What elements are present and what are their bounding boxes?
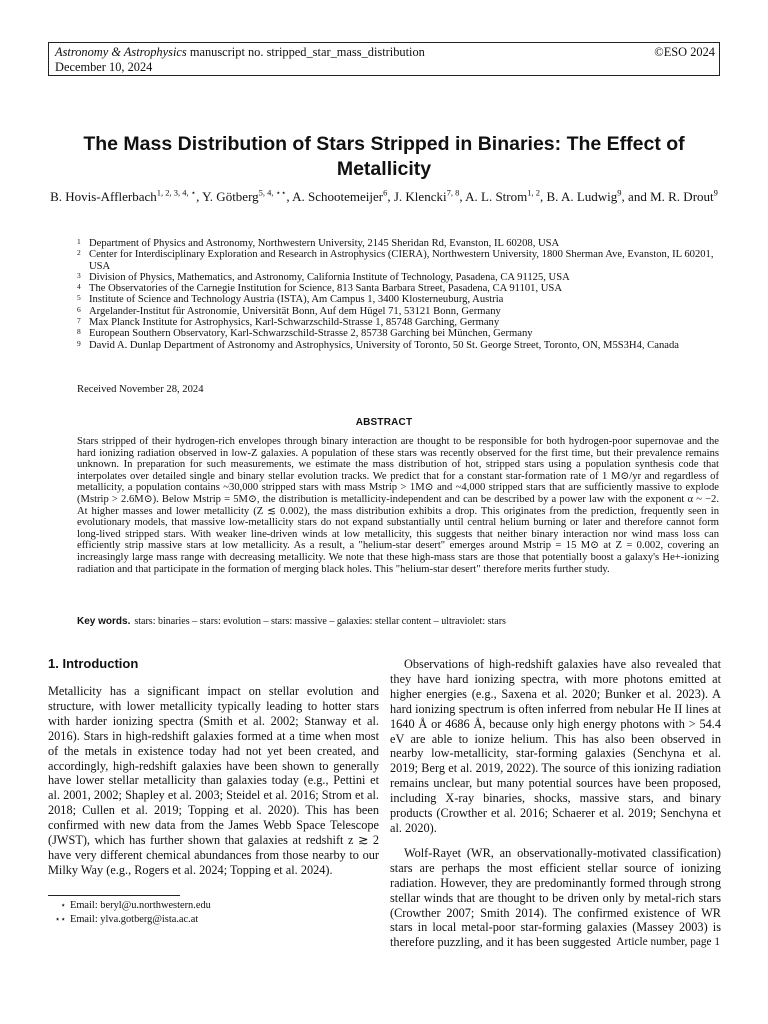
author-affiliation-marks: 9 (713, 187, 718, 198)
author-name: M. R. Drout (650, 189, 714, 204)
affiliation-text: Institute of Science and Technology Austria (ISTA), Am Campus 1, 3400 Klosterneuburg, Austria (89, 294, 504, 306)
author-list (48, 188, 720, 205)
footnote-mark: ⋆⋆ (54, 913, 66, 924)
keywords (77, 616, 719, 627)
author-name: B. Hovis-Afflerbach (50, 189, 157, 204)
affiliation-number: 9 (77, 338, 81, 348)
journal-name: Astronomy & Astrophysics (55, 45, 187, 59)
abstract-text (77, 436, 719, 575)
author-affiliation-marks: 6 (383, 187, 388, 198)
header-date: December 10, 2024 (55, 60, 153, 74)
affiliation-item (77, 340, 727, 351)
affiliation-text: The Observatories of the Carnegie Institution for Science, 813 Santa Barbara Street, Pasadena, CA 91101, USA (89, 283, 562, 295)
author-separator: , (540, 189, 547, 204)
left-column (48, 684, 379, 878)
affiliation-number: 7 (77, 316, 81, 326)
affiliation-text: Division of Physics, Mathematics, and Astronomy, California Institute of Technology, Pasadena, CA 91125, USA (89, 271, 570, 283)
author-affiliation-marks: 7, 8 (446, 187, 460, 198)
affiliation-text: Argelander-Institut für Astronomie, Universität Bonn, Auf dem Hügel 71, 53121 Bonn, Germany (89, 305, 501, 317)
section-heading: 1. Introduction (48, 656, 139, 671)
affiliation-item (77, 306, 727, 317)
author-affiliation-marks: 1, 2 (527, 187, 540, 198)
affiliation-item (77, 272, 727, 283)
right-column (390, 657, 721, 950)
footnote-text: Email: ylva.gotberg@ista.ac.at (70, 913, 199, 925)
manuscript-header (48, 42, 720, 76)
affiliations (77, 238, 727, 351)
affiliation-number: 8 (77, 327, 81, 337)
intro-paragraph-2: Observations of high-redshift galaxies have also revealed that they have hard ionizing spectra, with more photons emitted at higher energies (e.g., Saxena et al. 2020; Bunker et al. 2023). A hard ionizing spectrum is often inferred from nebular He II lines at 1640 Å or 4686 Å, because only high energy photons with > 54.4 eV are able to ionize helium. This has also been observed in nearby low-metallicity, star-forming galaxies (Senchyna et al. 2019; Berg et al. 2019, 2022). The source of this ionizing radiation remains unclear, but many potential sources have been proposed, including X-ray binaries, shocks, massive stars, and binary products (Crowther et al. 2016; Schaerer et al. 2019; Senchyna et al. 2020). (390, 657, 721, 835)
copyright: ©ESO 2024 (654, 45, 715, 59)
affiliation-number: 6 (77, 304, 81, 314)
affiliation-number: 4 (77, 282, 81, 292)
affiliation-number: 1 (77, 237, 81, 246)
author-separator: , (459, 189, 466, 204)
author-affiliation-marks: 5, 4, ⋆⋆ (258, 187, 287, 198)
affiliation-item (77, 249, 727, 272)
footnote-item (48, 913, 211, 927)
affiliation-text: David A. Dunlap Department of Astronomy and Astrophysics, University of Toronto, 50 St. George Street, Toronto, ON, M5S3H4, Canada (89, 339, 679, 351)
author-name: B. A. Ludwig (546, 189, 618, 204)
author-separator: , (196, 189, 203, 204)
keywords-text: stars: binaries – stars: evolution – stars: massive – galaxies: stellar content – ultraviolet: stars (134, 616, 506, 627)
received-date: Received November 28, 2024 (77, 384, 204, 395)
footnote-rule (48, 895, 180, 896)
abstract-paragraph: Stars stripped of their hydrogen-rich envelopes through binary interaction are thought to be responsible for both hydrogen-poor supernovae and the hard ionizing radiation observed in low-Z galaxies. A population of these stars was recently observed for the first time, but their prevalence remains unknown. In preparation for such measurements, we estimate the mass distribution of hot, stripped stars using a population synthesis code that interpolates over detailed single and binary stellar evolution tracks. We predict that for a constant star-formation rate of 1 M⊙/yr and regardless of metallicity, a population contains ~30,000 stripped stars with mass Mstrip > 1M⊙ and ~4,000 stripped stars that are sufficiently massive to explode (Mstrip > 2.6M⊙). Below Mstrip = 5M⊙, the distribution is metallicity-independent and can be described by a power law with the exponent α ~ −2. At higher masses and lower metallicity (Z ≲ 0.002), the mass distribution exhibits a drop. This originates from the prediction, frequently seen in evolutionary models, that massive low-metallicity stars do not expand substantially until central helium burning or later and therefore cannot form long-lived stripped stars. With weaker line-driven winds at low metallicity, this suggests that neither binary interaction nor wind mass loss can efficiently strip massive stars at low metallicity. As a result, a "helium-star desert" emerges around Mstrip = 15 M⊙ at Z = 0.002, covering an increasingly large mass range with decreasing metallicity. We note that these high-mass stars are those that potentially boost a galaxy's He+-ionizing radiation and that participate in the formation of merging black holes. This "helium-star desert" therefore merits further study. (77, 436, 719, 575)
footnote-text: Email: beryl@u.northwestern.edu (70, 900, 211, 911)
author-name: A. L. Strom (465, 189, 528, 204)
author-affiliation-marks: 1, 2, 3, 4, ⋆ (156, 187, 197, 198)
keywords-label: Key words. (77, 616, 131, 627)
affiliation-number: 5 (77, 293, 81, 303)
affiliation-text: European Southern Observatory, Karl-Schwarzschild-Strasse 2, 85738 Garching bei München, Germany (89, 328, 533, 340)
affiliation-number: 3 (77, 270, 81, 280)
affiliation-item (77, 317, 727, 328)
author-separator: , and (621, 189, 651, 204)
affiliation-text: Center for Interdisciplinary Exploration and Research in Astrophysics (CIERA), Northwestern University, 1800 Sherman Ave, Evanston, IL 60201, USA (89, 249, 714, 272)
author-affiliation-marks: 9 (617, 187, 622, 198)
affiliation-number: 2 (77, 248, 81, 258)
author-separator: , (387, 189, 394, 204)
intro-paragraph-3: Wolf-Rayet (WR, an observationally-motivated classification) stars are perhaps the most efficient stellar source of ionizing radiation. However, they are predominantly formed through strong stellar winds that are thought to be driven only by metal-rich stars (Crowther 2007; Smith 2014). The confirmed existence of WR stars in local metal-poor star-forming galaxies (Massey 2003) is therefore puzzling, and it has been suggested (390, 845, 721, 950)
author-name: A. Schootemeijer (292, 189, 384, 204)
affiliation-text: Max Planck Institute for Astrophysics, Karl-Schwarzschild-Strasse 1, 85748 Garching, Germany (89, 317, 500, 329)
affiliation-item (77, 283, 727, 294)
header-line-1 (55, 45, 713, 60)
footnotes (48, 899, 211, 926)
author-name: J. Klencki (393, 189, 447, 204)
affiliation-item (77, 328, 727, 339)
footnote-mark: ⋆ (60, 900, 66, 910)
manuscript-id: manuscript no. stripped_star_mass_distribution (189, 45, 425, 59)
paper-title: The Mass Distribution of Stars Stripped in Binaries: The Effect of Metallicity (83, 133, 685, 180)
affiliation-item (77, 238, 727, 249)
affiliation-item (77, 294, 727, 305)
page-number: Article number, page 1 (616, 936, 720, 948)
author-name: Y. Götberg (202, 189, 259, 204)
affiliation-text: Department of Physics and Astronomy, Northwestern University, 2145 Sheridan Rd, Evanston, IL 60208, USA (89, 238, 560, 249)
abstract-heading: ABSTRACT (355, 417, 413, 428)
intro-paragraph-1: Metallicity has a significant impact on stellar evolution and structure, with lower metallicity typically leading to hotter stars with harder ionizing spectra (Smith et al. 2002; Stanway et al. 2016). Stars in high-redshift galaxies formed at a time when most of the metals in existence today had not yet been created, and accordingly, high-redshift galaxies have been shown to generally have lower stellar metallicity than galaxies today (e.g., Pettini et al. 2001, 2002; Shapley et al. 2003; Steidel et al. 2016; Strom et al. 2018; Cullen et al. 2019; Topping et al. 2020). This has been confirmed with new data from the James Webb Space Telescope (JWST), which has further shown that galaxies at redshift z ≳ 2 have very different chemical abundances from those nearby to our Milky Way (e.g., Rogers et al. 2024; Topping et al. 2024). (48, 684, 379, 877)
footnote-item (48, 899, 211, 913)
author-separator: , (286, 189, 293, 204)
